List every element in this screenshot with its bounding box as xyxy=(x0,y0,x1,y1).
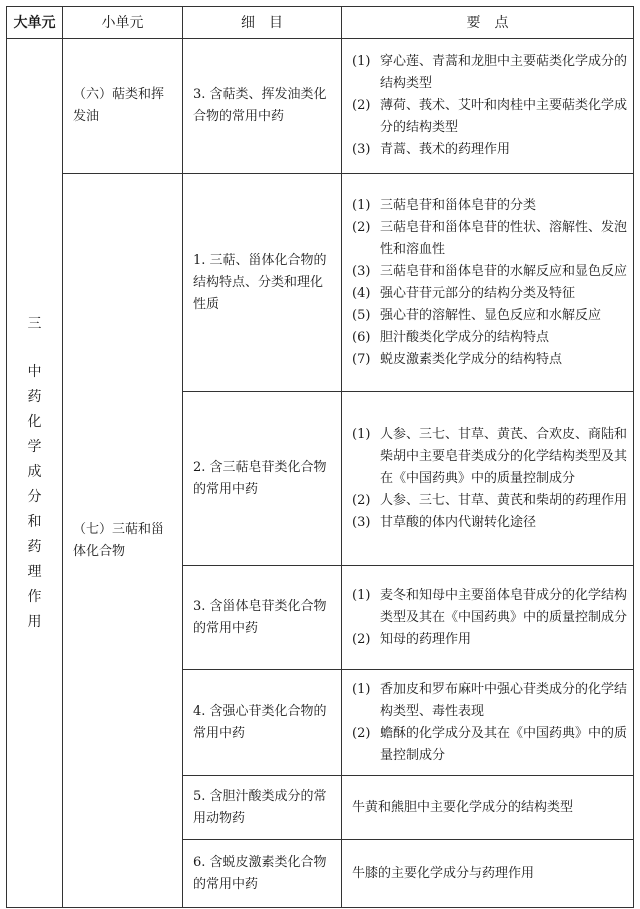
point-item xyxy=(352,585,627,629)
detail-cell xyxy=(183,39,342,174)
point-item xyxy=(352,327,627,349)
point-marker: (2) xyxy=(352,725,371,741)
detail-label: 4. 含强心苷类化合物的常用中药 xyxy=(193,703,327,741)
point-item xyxy=(352,349,627,371)
point-item xyxy=(352,723,627,767)
detail-label: 1. 三萜、甾体化合物的结构特点、分类和理化性质 xyxy=(193,252,327,312)
point-text: 麦冬和知母中主要甾体皂苷成分的化学结构类型及其在《中国药典》中的质量控制成分 xyxy=(380,587,628,625)
point-marker: (5) xyxy=(352,307,371,323)
point-marker: (1) xyxy=(352,681,371,697)
detail-label: 3. 含甾体皂苷类化合物的常用中药 xyxy=(193,598,327,636)
detail-cell xyxy=(183,776,342,840)
syllabus-table xyxy=(6,6,634,908)
point-text: 强心苷苷元部分的结构分类及特征 xyxy=(380,285,576,301)
point-item xyxy=(352,863,627,885)
header-big-unit: 大单元 xyxy=(7,7,63,39)
detail-cell xyxy=(183,174,342,392)
point-marker: (7) xyxy=(352,351,371,367)
point-marker: (6) xyxy=(352,329,371,345)
table-row xyxy=(7,174,634,392)
detail-cell xyxy=(183,840,342,908)
point-text: 蟾酥的化学成分及其在《中国药典》中的质量控制成分 xyxy=(380,725,628,763)
point-text: 人参、三七、甘草、黄芪、合欢皮、商陆和柴胡中主要皂苷类成分的化学结构类型及其在《中国药典》中的质量控制成分 xyxy=(380,426,628,486)
points-cell xyxy=(342,840,634,908)
points-cell xyxy=(342,392,634,566)
header-small-unit: 小单元 xyxy=(63,7,183,39)
header-row xyxy=(7,7,634,39)
big-unit-number: 三 xyxy=(27,315,42,332)
point-text: 知母的药理作用 xyxy=(380,631,472,647)
points-cell xyxy=(342,776,634,840)
points-cell xyxy=(342,174,634,392)
small-unit-cell xyxy=(63,39,183,174)
point-text: 香加皮和罗布麻叶中强心苷类成分的化学结构类型、毒性表现 xyxy=(380,681,628,719)
detail-label: 2. 含三萜皂苷类化合物的常用中药 xyxy=(193,459,327,497)
detail-cell xyxy=(183,670,342,776)
point-marker: (1) xyxy=(352,54,371,69)
points-cell xyxy=(342,670,634,776)
point-item xyxy=(352,490,627,512)
point-marker: (1) xyxy=(352,197,371,213)
point-marker: (2) xyxy=(352,98,371,113)
point-text: 薄荷、莪术、艾叶和肉桂中主要萜类化学成分的结构类型 xyxy=(380,98,628,135)
point-item xyxy=(352,139,627,161)
point-item xyxy=(352,305,627,327)
detail-cell xyxy=(183,566,342,670)
point-item xyxy=(352,261,627,283)
point-text: 三萜皂苷和甾体皂苷的性状、溶解性、发泡性和溶血性 xyxy=(380,219,628,257)
point-marker: (1) xyxy=(352,426,371,442)
point-item xyxy=(352,797,627,819)
point-marker: (4) xyxy=(352,285,371,301)
point-text: 牛膝的主要化学成分与药理作用 xyxy=(352,865,535,881)
point-item xyxy=(352,217,627,261)
point-item xyxy=(352,283,627,305)
detail-label: 5. 含胆汁酸类成分的常用动物药 xyxy=(193,788,327,826)
header-detail: 细 目 xyxy=(183,7,342,39)
point-marker: (3) xyxy=(352,142,371,157)
point-marker: (2) xyxy=(352,219,371,235)
detail-label: 3. 含萜类、挥发油类化合物的常用中药 xyxy=(193,87,327,124)
point-item xyxy=(352,424,627,490)
point-item xyxy=(352,679,627,723)
point-text: 胆汁酸类化学成分的结构特点 xyxy=(380,329,550,345)
header-points: 要 点 xyxy=(342,7,634,39)
point-item xyxy=(352,95,627,139)
small-unit-label: （七）三萜和甾体化合物 xyxy=(73,521,165,559)
small-unit-label: （六）萜类和挥发油 xyxy=(73,87,165,124)
points-cell xyxy=(342,39,634,174)
point-item xyxy=(352,195,627,217)
big-unit-cell xyxy=(7,39,63,908)
points-cell xyxy=(342,566,634,670)
point-text: 三萜皂苷和甾体皂苷的分类 xyxy=(380,197,537,213)
big-unit-title: 中药化学成分和药理作用 xyxy=(27,363,42,630)
point-item xyxy=(352,512,627,534)
point-text: 强心苷的溶解性、显色反应和水解反应 xyxy=(380,307,602,323)
point-marker: (3) xyxy=(352,263,371,279)
point-marker: (2) xyxy=(352,492,371,508)
point-text: 人参、三七、甘草、黄芪和柴胡的药理作用 xyxy=(380,492,628,508)
detail-label: 6. 含蜕皮激素类化合物的常用中药 xyxy=(193,854,327,892)
point-item xyxy=(352,629,627,651)
big-unit-label xyxy=(27,312,43,635)
point-marker: (1) xyxy=(352,587,371,603)
detail-cell xyxy=(183,392,342,566)
point-marker: (3) xyxy=(352,514,371,530)
point-text: 三萜皂苷和甾体皂苷的水解反应和显色反应 xyxy=(380,263,628,279)
point-marker: (2) xyxy=(352,631,371,647)
point-text: 穿心莲、青蒿和龙胆中主要萜类化学成分的结构类型 xyxy=(380,54,628,91)
point-text: 青蒿、莪术的药理作用 xyxy=(380,142,511,157)
point-text: 甘草酸的体内代谢转化途径 xyxy=(380,514,537,530)
point-text: 牛黄和熊胆中主要化学成分的结构类型 xyxy=(352,799,574,815)
point-text: 蜕皮激素类化学成分的结构特点 xyxy=(380,351,563,367)
table-row xyxy=(7,39,634,174)
small-unit-cell xyxy=(63,174,183,908)
point-item xyxy=(352,51,627,95)
